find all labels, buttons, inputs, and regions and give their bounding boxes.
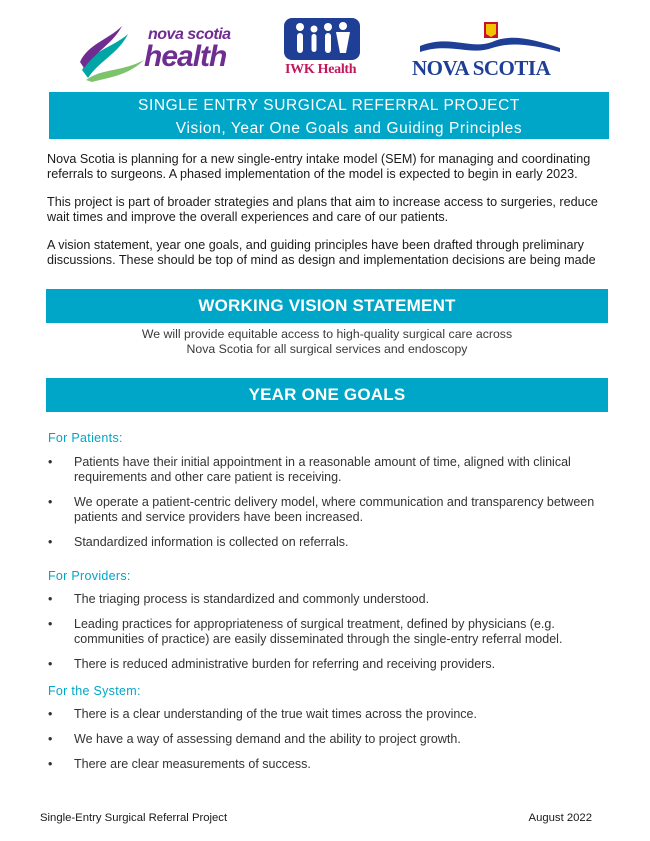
list-item: • Patients have their initial appointment in a reasonable amount of time, aligned with clinical requirements and other care patient is receiving. (48, 455, 571, 484)
list-item: • There is reduced administrative burden for referring and receiving providers. (48, 657, 496, 671)
nova-scotia-health-wave-icon (78, 20, 148, 82)
bullet-icon: • (48, 732, 53, 746)
nova-scotia-flag-icon (410, 20, 570, 60)
intro-section (47, 152, 613, 281)
nova-scotia-health-logo (78, 20, 238, 82)
list-item: • Leading practices for appropriateness of surgical treatment, defined by physicians (e.g. communities of practice) are easily disseminated through the single-entry referral model. (48, 617, 563, 646)
bullet-icon: • (48, 455, 53, 469)
vision-heading: WORKING VISION STATEMENT (46, 289, 608, 323)
intro-paragraph: This project is part of broader strategies and plans that aim to increase access to surgeries, reduce wait times and improve the overall experiences and care of our patients. (47, 195, 598, 224)
footer-date: August 2022 (528, 812, 592, 824)
footer-project-name: Single-Entry Surgical Referral Project (40, 812, 228, 824)
system-goal-list (48, 707, 608, 782)
goals-heading: YEAR ONE GOALS (46, 378, 608, 412)
nsh-logo-line1: nova scotia (148, 26, 231, 43)
bullet-icon: • (48, 757, 53, 771)
providers-subheading: For Providers: (48, 569, 131, 583)
nova-scotia-logo-text: NOVA SCOTIA (412, 56, 551, 80)
patients-subheading: For Patients: (48, 431, 123, 445)
iwk-logo-text: IWK Health (285, 62, 357, 77)
bullet-icon: • (48, 617, 53, 631)
list-item: • We have a way of assessing demand and the ability to project growth. (48, 732, 461, 746)
page-subtitle: Vision, Year One Goals and Guiding Principles (175, 120, 523, 137)
bullet-icon: • (48, 495, 53, 509)
patients-goal-list (48, 455, 608, 560)
iwk-figures-icon (284, 18, 360, 60)
intro-paragraph: Nova Scotia is planning for a new single-entry intake model (SEM) for managing and coordinating referrals to surgeons. A phased implementation of the model is expected to begin in early 2023. (47, 152, 591, 181)
list-item: • There are clear measurements of success. (48, 757, 311, 771)
vision-statement (46, 327, 608, 357)
vision-line: Nova Scotia for all surgical services and endoscopy (186, 342, 468, 356)
bullet-icon: • (48, 707, 53, 721)
nova-scotia-logo (410, 20, 570, 80)
iwk-health-logo (284, 18, 360, 80)
list-item: • The triaging process is standardized and commonly understood. (48, 592, 430, 606)
intro-paragraph: A vision statement, year one goals, and guiding principles have been drafted through preliminary discussions. These should be top of mind as design and implementation decisions are being made (47, 238, 596, 267)
list-item: • There is a clear understanding of the true wait times across the province. (48, 707, 477, 721)
providers-goal-list (48, 592, 608, 682)
bullet-icon: • (48, 657, 53, 671)
page-title: SINGLE ENTRY SURGICAL REFERRAL PROJECT (138, 97, 520, 114)
list-item: • Standardized information is collected on referrals. (48, 535, 349, 549)
nsh-logo-line2: health (144, 40, 227, 73)
logo-row (0, 16, 650, 84)
list-item: • We operate a patient-centric delivery model, where communication and transparency between patients and service providers have been increased. (48, 495, 595, 524)
page-title-band (49, 92, 609, 139)
bullet-icon: • (48, 592, 53, 606)
vision-line: We will provide equitable access to high-quality surgical care across (141, 327, 513, 341)
system-subheading: For the System: (48, 684, 141, 698)
bullet-icon: • (48, 535, 53, 549)
